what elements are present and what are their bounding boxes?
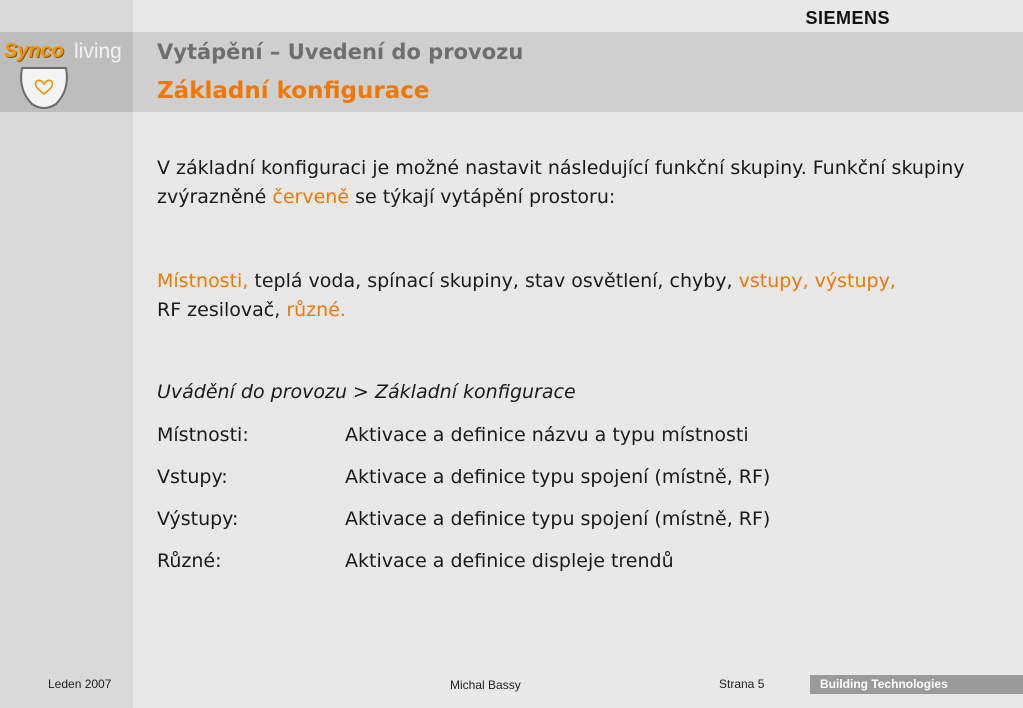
config-label: Vstupy: (157, 466, 228, 488)
slide-subtitle: Základní konfigurace (157, 78, 430, 104)
footer-author: Michal Bassy (450, 678, 521, 692)
config-value: Aktivace a definice názvu a typu místnosti (345, 424, 749, 446)
logo-living-text: living (74, 40, 122, 63)
groups-paragraph (157, 267, 987, 325)
group-io: vstupy, výstupy, (738, 270, 896, 292)
config-value: Aktivace a definice displeje trendů (345, 550, 674, 572)
logo-synco-text: Synco (4, 40, 65, 62)
config-label: Různé: (157, 550, 222, 572)
heart-lamp-icon (16, 60, 72, 112)
intro-text-1: V základní konfiguraci je možné nastavit následující funkční skupiny. Funkční skupiny zvýrazněné (157, 157, 965, 208)
navigation-path: Uvádění do provozu > Základní konfigurace (157, 381, 576, 403)
group-other: teplá voda, spínací skupiny, stav osvětlení, chyby, (248, 270, 739, 292)
group-rf: RF zesilovač, (157, 299, 287, 321)
intro-highlight: červeně (272, 186, 350, 208)
siemens-logo: SIEMENS (805, 8, 890, 28)
config-value: Aktivace a definice typu spojení (místně, RF) (345, 466, 771, 488)
group-misc: různé. (286, 299, 346, 321)
footer-division: Building Technologies (810, 675, 1023, 694)
synco-living-logo (2, 40, 132, 110)
config-label: Místnosti: (157, 424, 249, 446)
intro-text-2: se týkají vytápění prostoru: (349, 186, 616, 208)
config-label: Výstupy: (157, 508, 239, 530)
group-rooms: Místnosti, (157, 270, 249, 292)
intro-paragraph (157, 154, 987, 212)
footer-date: Leden 2007 (48, 677, 112, 691)
slide-title: Vytápění – Uvedení do provozu (157, 40, 524, 64)
footer-page: Strana 5 (719, 677, 765, 691)
config-value: Aktivace a definice typu spojení (místně, RF) (345, 508, 771, 530)
